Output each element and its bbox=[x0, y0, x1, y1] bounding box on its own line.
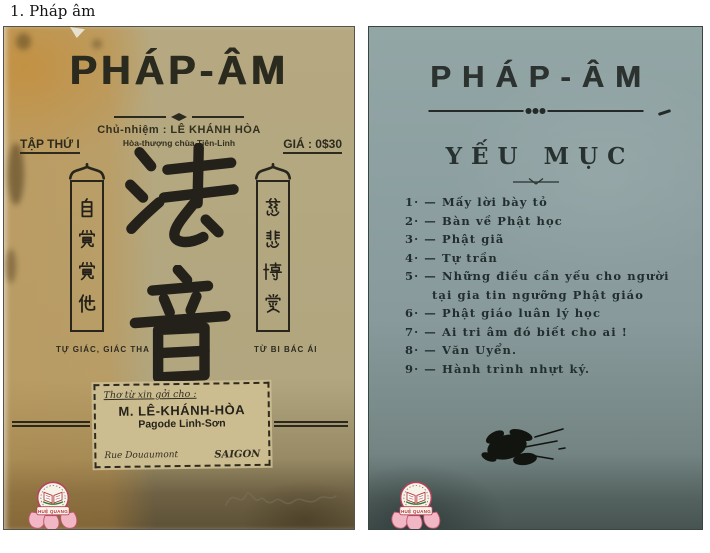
char-bei-icon bbox=[263, 230, 283, 250]
heading-ornament-icon bbox=[513, 177, 559, 186]
stamp-text: HUỆ QUANG bbox=[401, 509, 431, 514]
floral-ornament-icon bbox=[473, 413, 587, 475]
left-banner-caption: TỰ GIÁC, GIÁC THA bbox=[56, 345, 150, 354]
toc-item: 3· — Phật giã bbox=[405, 232, 505, 246]
address-label bbox=[93, 382, 270, 468]
toc-item: 6· — Phật giáo luân lý học bbox=[405, 306, 602, 320]
title-divider bbox=[428, 108, 643, 114]
toc-item: 5· — Những điều cần yếu cho người tại gia tin ngưỡng Phật giáo bbox=[405, 269, 670, 302]
address-street: Rue Douaumont bbox=[104, 450, 179, 462]
toc-item: 7· — Ai tri âm đó biết cho ai ! bbox=[405, 324, 628, 339]
issue-number: TẬP THỨ I bbox=[20, 137, 80, 154]
double-rule-right bbox=[274, 421, 348, 427]
address-city: SAIGON bbox=[214, 448, 261, 461]
char-ci-icon bbox=[263, 198, 283, 218]
banner-crown-icon bbox=[254, 163, 292, 180]
handwritten-signature bbox=[222, 479, 340, 515]
hue-quang-library-stamp bbox=[389, 475, 443, 530]
char-ai-icon bbox=[263, 294, 283, 314]
toc-list bbox=[405, 193, 693, 378]
editor-subline: Hòa-thượng chùa Tiên-Linh bbox=[122, 138, 236, 148]
address-pagoda: Pagode Linh-Sơn bbox=[138, 417, 226, 431]
char-bo-icon bbox=[263, 262, 283, 282]
char-zi-icon bbox=[77, 198, 97, 218]
toc-item: 8· — Văn Uyển. bbox=[405, 343, 518, 357]
diamond-ornament-icon bbox=[171, 113, 187, 121]
right-banner-caption: TỪ BI BÁC ÁI bbox=[254, 345, 318, 354]
toc-item: 1· — Mấy lời bày tỏ bbox=[405, 195, 548, 209]
editor-line: Chủ-nhiệm : LÊ KHÁNH HÒA bbox=[97, 124, 261, 136]
toc-item: 4· — Tự trần bbox=[405, 250, 498, 265]
address-intro: Thơ từ xin gởi cho : bbox=[103, 388, 197, 402]
char-fa-icon bbox=[116, 143, 242, 259]
toc-item: 2· — Bàn về Phật học bbox=[405, 213, 563, 228]
double-rule-left bbox=[12, 421, 90, 427]
char-jue-icon bbox=[77, 262, 97, 282]
banner-crown-icon bbox=[68, 163, 106, 180]
toc-heading: YẾU MỤC bbox=[445, 143, 635, 170]
hue-quang-library-stamp bbox=[26, 475, 80, 530]
address-name: M. LÊ-KHÁNH-HÒA bbox=[118, 402, 246, 419]
tick-ornament-icon bbox=[657, 109, 670, 116]
char-ta-icon bbox=[77, 294, 97, 314]
left-cover-scan bbox=[3, 26, 355, 530]
scans-row bbox=[0, 26, 710, 532]
paper-chip bbox=[70, 27, 85, 38]
toc-item: 9· — Hành trình nhựt ký. bbox=[405, 361, 591, 376]
right-toc-scan bbox=[368, 26, 703, 530]
magazine-title: PHÁP-ÂM bbox=[430, 59, 652, 94]
stain bbox=[6, 249, 16, 283]
right-vertical-banner bbox=[254, 163, 292, 332]
left-vertical-banner bbox=[68, 163, 106, 332]
bead-ornament-icon bbox=[526, 108, 546, 114]
char-jue-icon bbox=[77, 230, 97, 250]
magazine-title: PHÁP-ÂM bbox=[69, 47, 289, 93]
figure-caption: 1. Pháp âm bbox=[10, 2, 96, 20]
price: GIÁ : 0$30 bbox=[283, 137, 342, 154]
title-divider bbox=[114, 113, 244, 121]
stamp-text: HUỆ QUANG bbox=[38, 509, 68, 514]
char-yin-icon bbox=[116, 265, 242, 381]
